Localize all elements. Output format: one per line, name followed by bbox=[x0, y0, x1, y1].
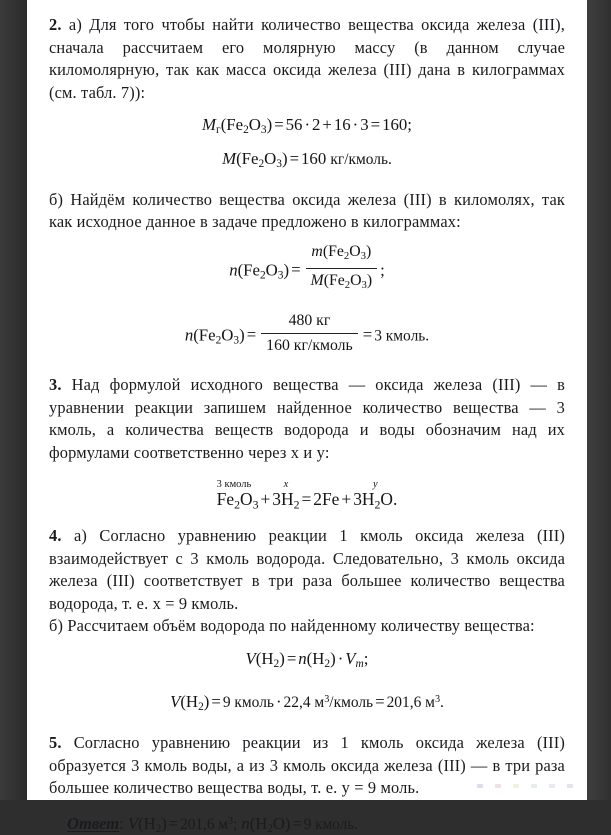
subscript-2: 2 bbox=[243, 124, 249, 137]
equation-volume-value: $V(H_2) = 9$ кмоль · 22,4 $м^3$/кмоль = 201,6 $м^3$. bbox=[170, 692, 444, 714]
paragraph-3-text: Над формулой исходного вещества — оксида железа (III) — в уравнении реакции запишем найденное количество вещества — 3 кмоль, а количества веществ водорода и воды обозначим над их формулами соответственно через x и y: bbox=[49, 374, 565, 462]
overlabel-h2o: y bbox=[372, 478, 378, 490]
compression-artifact-dots bbox=[477, 784, 573, 788]
paragraph-2 bbox=[49, 14, 565, 104]
fraction-denominator: 160 кг/кмоль bbox=[266, 337, 353, 355]
paragraph-4a-text: а) Согласно уравнению реакции 1 кмоль оксида железа (III) взаимодействует с 3 кмоль водорода. Следовательно, 3 кмоль оксида железа (III) соответствует в три раза большее количество вещества водорода, т. е. x = 9 кмоль. bbox=[49, 526, 565, 613]
paragraph-3 bbox=[49, 374, 565, 464]
paragraph-2-number: 2. bbox=[49, 15, 62, 34]
equation-amount-value: $n(Fe_2O_3)$ = $\frac{480 кг}{\text{160 кг/кмоль}}$ = 3 кмоль. bbox=[49, 313, 565, 360]
fraction-numerator: $m(Fe_2O_3)$ bbox=[306, 241, 378, 269]
term-h2o: y $3H_2O$. bbox=[353, 478, 398, 512]
molar-volume: 22,4 $м^3$/кмоль bbox=[283, 694, 374, 712]
paragraph-5-number: 5. bbox=[49, 733, 62, 753]
symbol-V: V bbox=[170, 692, 181, 712]
subscript-2: 2 bbox=[259, 269, 266, 282]
unit-kg-per-kmol: кг/кмоль. bbox=[330, 150, 392, 168]
subscript-3: 3 bbox=[277, 269, 284, 282]
left-dark-gutter bbox=[0, 0, 27, 800]
volume-result: 201,6 $м^3$. bbox=[386, 694, 444, 712]
spacer bbox=[49, 175, 565, 189]
spacer bbox=[49, 104, 565, 114]
paragraph-4-number: 4. bbox=[49, 526, 62, 546]
term-fe2o3: 3 кмоль $Fe_2O_3$ bbox=[216, 478, 259, 512]
amount-h2: 9 кмоль bbox=[222, 694, 274, 712]
paragraph-5 bbox=[49, 732, 565, 800]
spacer bbox=[49, 360, 565, 374]
answer-amount: 9 кмоль. bbox=[303, 816, 359, 834]
subscript-m: m bbox=[355, 658, 364, 671]
spacer bbox=[49, 675, 565, 689]
answer-line: Ответ: $V(H_2) = 201,6$ $м^3$; $n(H_2O) = 9$ кмоль. bbox=[67, 814, 359, 835]
overlabel-h2: x bbox=[283, 478, 289, 490]
paragraph-2-text: а) Для того чтобы найти количество вещества оксида железа (III), сначала рассчитаем его молярную массу (в данном случае киломолярную, так как масса оксида железа (III) дана в килограммах (см. табл. 7)): bbox=[49, 15, 565, 102]
symbol-n: n bbox=[184, 325, 194, 345]
symbol-n: n bbox=[229, 260, 238, 280]
overlabel-fe2o3: 3 кмоль bbox=[216, 478, 252, 490]
symbol-V: V bbox=[127, 814, 139, 834]
subscript-3: 3 bbox=[276, 157, 282, 170]
subscript-r: г bbox=[216, 124, 221, 137]
subscript-3: 3 bbox=[233, 334, 240, 347]
answer-colon: : bbox=[119, 814, 124, 834]
symbol-n: n bbox=[298, 649, 307, 668]
equation-amount-general: $n(Fe_2O_3)$ = $\frac{m(Fe_2O_3)}{M(Fe_2O_3)}$ ; bbox=[49, 244, 565, 299]
term-h2: x $3H_2$ bbox=[272, 478, 300, 512]
symbol-V: V bbox=[245, 649, 256, 668]
subscript-2: 2 bbox=[273, 658, 280, 671]
spacer bbox=[49, 638, 565, 648]
equation-volume-general: $V(H_2) = n(H_2) \cdot V_m$; bbox=[245, 649, 369, 671]
paragraph-4a bbox=[49, 525, 565, 615]
answer-label: Ответ bbox=[67, 814, 120, 834]
subscript-2: 2 bbox=[198, 701, 204, 714]
reaction-equation: 3 кмоль $Fe_2O_3$ + x $3H_2 = 2Fe$ + y $3H_2O$. bbox=[216, 478, 398, 512]
symbol-M: M bbox=[222, 148, 237, 168]
symbol-Mr: M bbox=[202, 115, 216, 135]
paragraph-2b: б) Найдём количество вещества оксида железа (III) в киломолях, так как исходное данное в задаче предложено в килограммах: bbox=[49, 189, 565, 232]
fraction-denominator: $M(Fe_2O_3)$ bbox=[310, 272, 373, 292]
spacer bbox=[49, 718, 565, 732]
document-page bbox=[27, 0, 587, 835]
fraction-480-over-160 bbox=[261, 310, 358, 357]
spacer bbox=[49, 464, 565, 478]
fraction-numerator: 480 кг bbox=[261, 310, 358, 334]
symbol-Vm: V bbox=[345, 649, 356, 668]
equation-molar-mass: $M(Fe_2O_3) = 160$ кг/кмоль. bbox=[222, 148, 392, 170]
spacer bbox=[49, 511, 565, 525]
paragraph-4b: б) Рассчитаем объём водорода по найденному количеству вещества: bbox=[49, 616, 535, 636]
equation-relative-molecular-mass: $M_г(Fe_2O_3) = 56 \cdot 2 + 16 \cdot 3 = 160$; bbox=[202, 115, 412, 137]
spacer bbox=[49, 800, 565, 814]
subscript-2: 2 bbox=[258, 157, 265, 170]
right-dark-gutter bbox=[587, 0, 611, 800]
subscript-2: 2 bbox=[215, 334, 222, 347]
paragraph-3-number: 3. bbox=[49, 374, 62, 394]
amount-result: 3 кмоль. bbox=[374, 327, 430, 345]
paragraph-5-text: Согласно уравнению реакции из 1 кмоль оксида железа (III) образуется 3 кмоль воды, а из 3 кмоль оксида железа (III) — в три раза большее количество вещества воды, т. е. y = 9 моль. bbox=[49, 733, 565, 798]
fraction-m-over-M bbox=[306, 241, 378, 296]
subscript-3: 3 bbox=[260, 124, 267, 137]
answer-volume: 201,6 $м^3$; bbox=[180, 816, 238, 834]
symbol-n: n bbox=[241, 814, 250, 834]
